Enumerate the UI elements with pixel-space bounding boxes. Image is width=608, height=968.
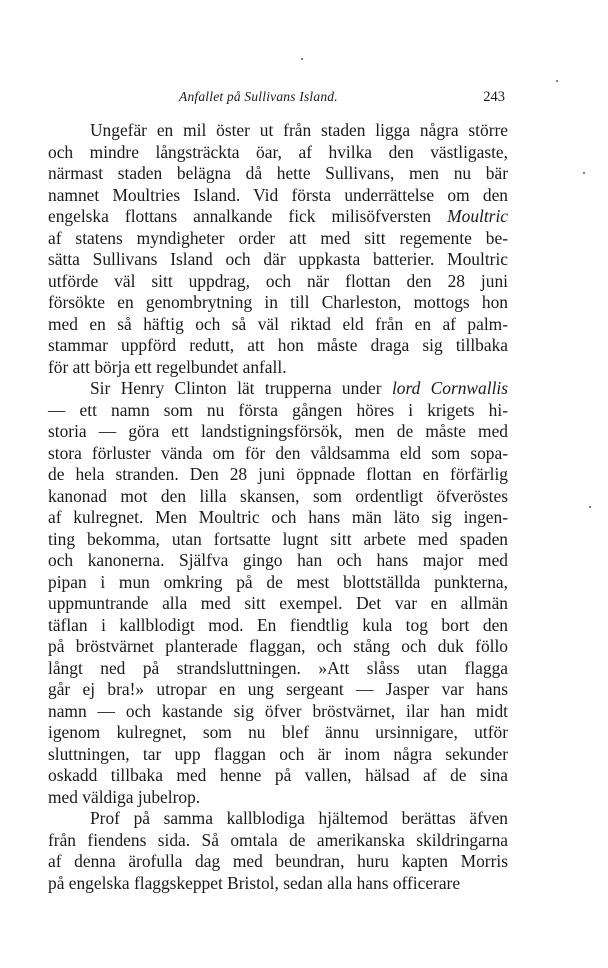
text-line: stammar uppförd redutt, att hon måste draga sig tillbaka — [48, 335, 508, 355]
text-line: på bröstvärnet planterade flaggan, och stång och duk föllo — [48, 636, 508, 656]
text-line: försökte en genombrytning in till Charleston, mottogs hon — [48, 292, 508, 312]
text-line: namnet Moultries Island. Vid första underrättelse om den — [48, 184, 508, 205]
text-line: — ett namn som nu första gången höres i krigets hi- — [48, 399, 508, 420]
text-line: af statens myndigheter order att med sitt regemente be- — [48, 227, 508, 248]
text-line: uppmuntrande alla med sitt exempel. Det var en allmän — [48, 593, 508, 613]
text-line: sätta Sullivans Island och där uppkasta batterier. Moultric — [48, 249, 508, 269]
text-line: Ungefär en mil öster ut från staden ligga några större — [90, 120, 508, 140]
text-line: kanonad mot den lilla skansen, som ordentligt öfveröstes — [48, 485, 508, 506]
text-line: Sir Henry Clinton lät trupperna under lord Cornwallis — [90, 378, 508, 398]
text-line: med väldiga jubelrop. — [48, 786, 201, 807]
running-title: Anfallet på Sullivans Island. — [179, 89, 338, 104]
text-line: ting bekomma, utan fortsatte lugnt sitt arbete med spaden — [48, 528, 508, 549]
text-line: stora förluster vända om för den våldsamma eld som sopa- — [48, 442, 508, 463]
text-line: af kulregnet. Men Moultric och hans män läto sig ingen- — [48, 507, 508, 527]
page-number: 243 — [483, 89, 505, 105]
text-line: de hela stranden. Den 28 juni öppnade flottan en förfärlig — [48, 464, 508, 484]
paragraph — [48, 378, 508, 808]
text-line: pipan i mun omkring på de mest blottställda punkterna, — [48, 571, 508, 592]
text-line: går ej bra!» utropar en ung sergeant — Jasper var hans — [48, 679, 508, 699]
text-line: af denna ärofulla dag med beundran, huru kapten Morris — [48, 851, 508, 871]
text-line: och kanonerna. Själfva gingo han och hans major med — [48, 550, 508, 570]
text-line: och mindre långsträckta öar, af hvilka den västligaste, — [48, 141, 508, 162]
text-line: storia — göra ett landstigningsförsök, men de måste med — [48, 421, 508, 441]
text-line: sluttningen, tar upp flaggan och är inom några sekunder — [48, 743, 508, 764]
paragraph — [48, 120, 508, 378]
text-line: långt ned på strandsluttningen. »Att slåss utan flagga — [48, 657, 508, 678]
text-line: från fiendens sida. Så omtala de amerikanska skildringarna — [48, 829, 508, 850]
text-line: Prof på samma kallblodiga hjältemod berättas äfven — [90, 808, 508, 828]
text-line: för att börja ett regelbundet anfall. — [48, 356, 287, 377]
text-line: närmast staden belägna då hette Sullivans, men nu bär — [48, 163, 508, 183]
text-line: utförde väl sitt uppdrag, och när flottan den 28 juni — [48, 270, 508, 291]
text-line: igenom kulregnet, som nu blef ännu ursinnigare, utför — [48, 722, 508, 742]
body-text — [48, 120, 508, 894]
text-line: täflan i kallblodigt mod. En fiendtlig kula tog bort den — [48, 614, 508, 635]
text-line: på engelska flaggskeppet Bristol, sedan alla hans officerare — [48, 872, 461, 893]
text-line: engelska flottans annalkande fick milisöfversten Moultric — [48, 206, 508, 226]
text-line: oskadd tillbaka med henne på vallen, hälsad af de sina — [48, 765, 508, 785]
paragraph — [48, 808, 508, 894]
page-header — [48, 89, 508, 111]
text-line: med en så häftig och så väl riktad eld från en af palm- — [48, 313, 508, 334]
text-line: namn — och kastande sig öfver bröstvärnet, ilar han midt — [48, 700, 508, 721]
